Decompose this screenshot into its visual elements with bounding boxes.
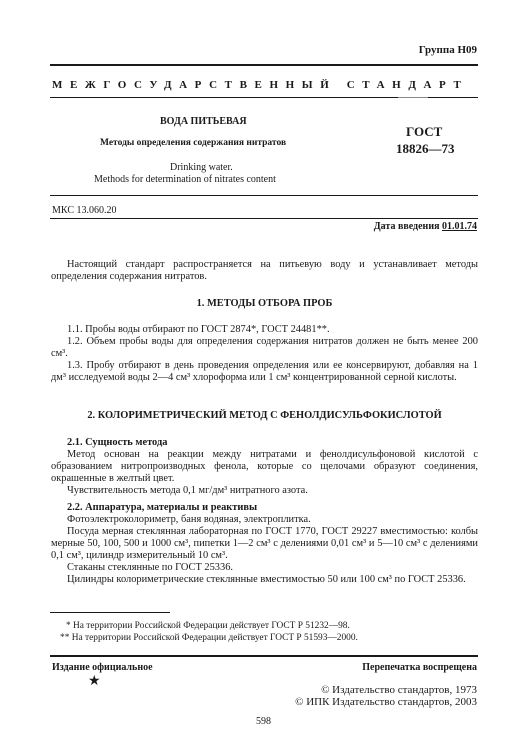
clause-1-1: 1.1. Пробы воды отбирают по ГОСТ 2874*, ГОСТ 24481**.: [67, 324, 330, 335]
gost-label: ГОСТ: [406, 124, 443, 139]
decorative-dash: [398, 97, 428, 98]
clause-2-2-equipment: Фотоэлектроколориметр, баня водяная, электроплитка.: [67, 514, 311, 525]
clause-1-3: 1.3. Пробу отбирают в день проведения определения или ее консервируют, добавляя на 1 дм³ исследуемой воды 2—4 см³ хлороформа или 1 см³ концентрированной серной кислоты.: [51, 360, 478, 383]
top-rule: [50, 64, 478, 66]
group-code: Группа Н09: [418, 44, 477, 56]
mks-code: МКС 13.060.20: [52, 205, 117, 216]
clause-2-2-cylinders: Цилиндры колориметрические стеклянные вместимостью 50 или 100 см³ по ГОСТ 25336.: [67, 574, 466, 585]
intro-paragraph: [51, 259, 478, 283]
standard-type: МЕЖГОСУДАРСТВЕННЫЙ СТАНДАРТ: [52, 79, 469, 91]
copyright-1973: © Издательство стандартов, 1973: [321, 684, 477, 696]
page-number: 598: [256, 716, 271, 727]
clause-2-2-body: [51, 514, 478, 586]
introduction-date: [374, 221, 477, 232]
title-block-rule: [50, 195, 478, 196]
clause-2-1-title: 2.1. Сущность метода: [67, 437, 168, 448]
clause-2-2-beakers: Стаканы стеклянные по ГОСТ 25336.: [67, 562, 233, 573]
clause-2-2-glassware: Посуда мерная стеклянная лабораторная по ГОСТ 1770, ГОСТ 29227 вместимостью: колбы мерные 50, 100, 500 и 1000 см³, пипетки 1—2 см³ с делениями 0,01 см³ и 5—10 см³ с делениями 0,1 см³, цилиндр измерительный 10 см³.: [51, 526, 478, 561]
intro-text: Настоящий стандарт распространяется на питьевую воду и устанавливает методы определения содержания нитратов.: [51, 259, 478, 282]
clause-2-2-title: 2.2. Аппаратура, материалы и реактивы: [67, 502, 258, 513]
document-title-ru: ВОДА ПИТЬЕВАЯ: [160, 116, 247, 127]
footer-rule: [50, 655, 478, 657]
official-edition: Издание официальное: [52, 662, 153, 673]
clause-2-1-body: [51, 449, 478, 497]
document-subtitle-en: Methods for determination of nitrates content: [94, 174, 276, 185]
footnote-separator: [50, 612, 170, 613]
mks-rule: [50, 218, 478, 219]
footnote-2: ** На территории Российской Федерации действует ГОСТ Р 51593—2000.: [60, 633, 358, 643]
star-icon: ★: [88, 674, 101, 689]
gost-number: 18826—73: [396, 141, 455, 156]
document-subtitle-ru: Методы определения содержания нитратов: [100, 138, 287, 148]
copyright-2003: © ИПК Издательство стандартов, 2003: [295, 696, 477, 708]
section-1-title: 1. МЕТОДЫ ОТБОРА ПРОБ: [196, 298, 333, 309]
reprint-notice: Перепечатка воспрещена: [362, 662, 477, 673]
intro-date-value: 01.01.74: [442, 221, 477, 232]
section-2-title: 2. КОЛОРИМЕТРИЧЕСКИЙ МЕТОД С ФЕНОЛДИСУЛЬФОКИСЛОТОЙ: [87, 410, 442, 421]
section-1-body: [51, 324, 478, 384]
clause-2-1-text: Метод основан на реакции между нитратами и фенолдисульфоновой кислотой с образованием нитропроизводных фенола, которые со щелочами образуют соединения, окрашенные в желтый цвет.: [51, 449, 478, 484]
clause-2-1-sensitivity: Чувствительность метода 0,1 мг/дм³ нитратного азота.: [67, 485, 308, 496]
document-title-en: Drinking water.: [170, 162, 233, 173]
clause-1-2: 1.2. Объем пробы воды для определения содержания нитратов должен не быть менее 200 см³.: [51, 336, 478, 359]
intro-date-label: Дата введения: [373, 221, 440, 232]
footnote-1: * На территории Российской Федерации действует ГОСТ Р 51232—98.: [66, 621, 350, 631]
